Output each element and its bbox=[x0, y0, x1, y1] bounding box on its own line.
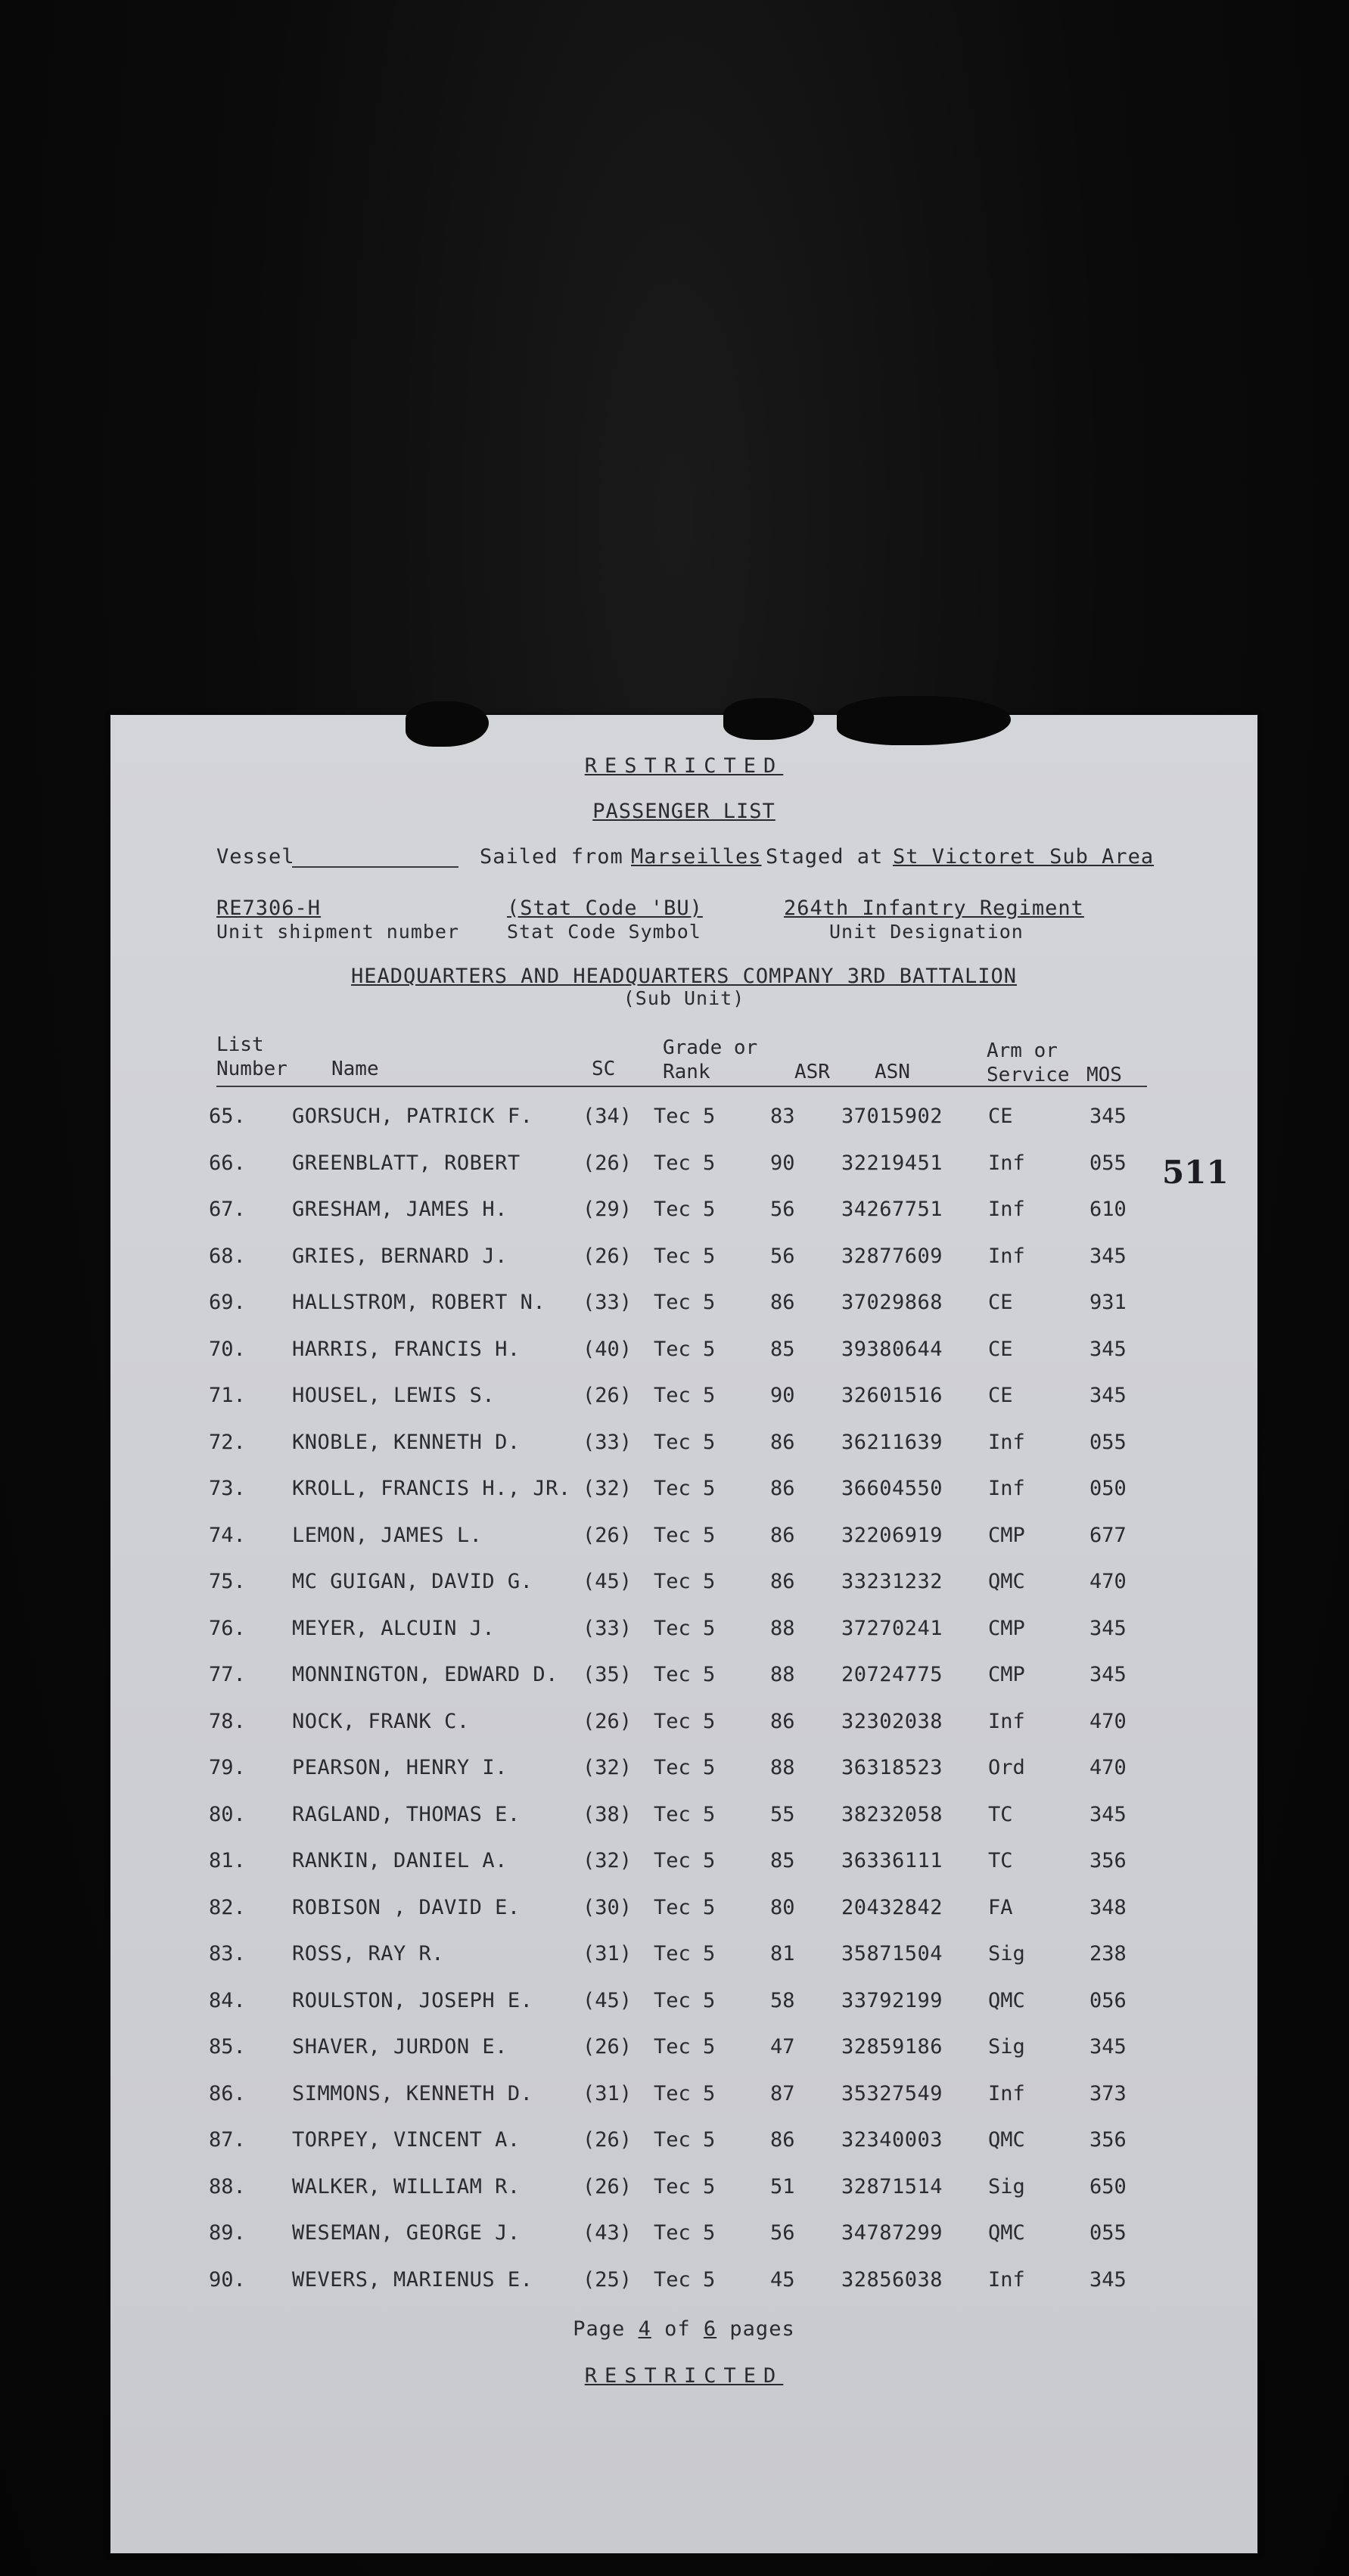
list-number: 73. bbox=[209, 1477, 246, 1500]
grade-value: Tec 5 bbox=[654, 1523, 716, 1547]
col-list-number: List Number bbox=[216, 1033, 288, 1080]
sc-value: (32) bbox=[583, 1477, 633, 1500]
asn-value: 32302038 bbox=[841, 1709, 943, 1733]
list-number: 75. bbox=[209, 1570, 246, 1593]
mos-value: 050 bbox=[1089, 1477, 1127, 1500]
sc-value: (30) bbox=[583, 1895, 633, 1919]
asn-value: 37270241 bbox=[841, 1616, 943, 1640]
asr-value: 85 bbox=[770, 1849, 795, 1872]
list-number: 82. bbox=[209, 1895, 246, 1919]
list-number: 70. bbox=[209, 1337, 246, 1361]
arm-service-value: Inf bbox=[988, 2081, 1025, 2105]
arm-service-value: QMC bbox=[988, 2221, 1025, 2245]
arm-service-value: FA bbox=[988, 1895, 1013, 1919]
list-number: 89. bbox=[209, 2221, 246, 2245]
grade-value: Tec 5 bbox=[654, 1570, 716, 1593]
table-row bbox=[110, 2035, 1257, 2082]
col-sc: SC bbox=[592, 1058, 616, 1080]
sc-value: (43) bbox=[583, 2221, 633, 2245]
mos-value: 348 bbox=[1089, 1895, 1127, 1919]
arm-service-value: CMP bbox=[988, 1616, 1025, 1640]
asn-value: 36604550 bbox=[841, 1477, 943, 1500]
unit-designation-value: 264th Infantry Regiment bbox=[784, 896, 1084, 920]
stat-code-label: Stat Code Symbol bbox=[507, 921, 701, 943]
grade-value: Tec 5 bbox=[654, 1756, 716, 1779]
arm-service-value: Inf bbox=[988, 1430, 1025, 1454]
table-row bbox=[110, 1663, 1257, 1710]
arm-service-value: TC bbox=[988, 1802, 1013, 1826]
table-row bbox=[110, 2221, 1257, 2268]
col-asr: ASR bbox=[794, 1061, 830, 1083]
asr-value: 86 bbox=[770, 1477, 795, 1500]
list-number: 72. bbox=[209, 1430, 246, 1454]
passenger-name: ROSS, RAY R. bbox=[292, 1942, 445, 1965]
passenger-name: ROULSTON, JOSEPH E. bbox=[292, 1988, 533, 2012]
asr-value: 55 bbox=[770, 1802, 795, 1826]
grade-value: Tec 5 bbox=[654, 2081, 716, 2105]
mos-value: 345 bbox=[1089, 2267, 1127, 2292]
asn-value: 34267751 bbox=[841, 1198, 943, 1221]
asr-value: 88 bbox=[770, 1663, 795, 1686]
list-number: 80. bbox=[209, 1802, 246, 1826]
sc-value: (33) bbox=[583, 1430, 633, 1454]
asr-value: 85 bbox=[770, 1337, 795, 1361]
table-row bbox=[110, 1477, 1257, 1524]
table-row bbox=[110, 2128, 1257, 2175]
sub-unit-label: (Sub Unit) bbox=[623, 987, 745, 1009]
grade-value: Tec 5 bbox=[654, 1988, 716, 2012]
mos-value: 931 bbox=[1089, 1291, 1127, 1314]
list-number: 90. bbox=[209, 2267, 246, 2292]
asn-value: 32340003 bbox=[841, 2128, 943, 2152]
asn-value: 36211639 bbox=[841, 1430, 943, 1454]
table-row bbox=[110, 1151, 1257, 1198]
mos-value: 470 bbox=[1089, 1709, 1127, 1733]
passenger-list-page bbox=[110, 715, 1257, 2553]
table-row bbox=[110, 1198, 1257, 1244]
passenger-name: RANKIN, DANIEL A. bbox=[292, 1849, 508, 1872]
mos-value: 055 bbox=[1089, 1151, 1127, 1175]
asr-value: 51 bbox=[770, 2174, 795, 2198]
asn-value: 35871504 bbox=[841, 1942, 943, 1965]
asr-value: 47 bbox=[770, 2035, 795, 2059]
asn-value: 38232058 bbox=[841, 1802, 943, 1826]
asr-value: 86 bbox=[770, 1570, 795, 1593]
table-row bbox=[110, 1849, 1257, 1896]
passenger-name: MONNINGTON, EDWARD D. bbox=[292, 1663, 558, 1686]
document-title: PASSENGER LIST bbox=[592, 800, 776, 823]
table-row bbox=[110, 1570, 1257, 1617]
table-row bbox=[110, 1989, 1257, 2036]
sailed-from-value: Marseilles bbox=[631, 845, 762, 869]
asr-value: 90 bbox=[770, 1151, 795, 1175]
mos-value: 470 bbox=[1089, 1570, 1127, 1593]
col-mos: MOS bbox=[1086, 1064, 1122, 1086]
grade-value: Tec 5 bbox=[654, 1337, 716, 1361]
grade-value: Tec 5 bbox=[654, 2128, 716, 2152]
list-number: 84. bbox=[209, 1988, 246, 2012]
passenger-name: KNOBLE, KENNETH D. bbox=[292, 1430, 521, 1454]
passenger-name: SHAVER, JURDON E. bbox=[292, 2035, 508, 2059]
passenger-name: GREENBLATT, ROBERT bbox=[292, 1151, 521, 1175]
passenger-name: KROLL, FRANCIS H., JR. bbox=[292, 1477, 571, 1500]
asr-value: 86 bbox=[770, 2128, 795, 2152]
grade-value: Tec 5 bbox=[654, 2035, 716, 2059]
asn-value: 37015902 bbox=[841, 1105, 943, 1128]
sc-value: (29) bbox=[583, 1198, 633, 1221]
grade-value: Tec 5 bbox=[654, 1198, 716, 1221]
asr-value: 90 bbox=[770, 1384, 795, 1407]
torn-edge bbox=[406, 701, 489, 747]
list-number: 85. bbox=[209, 2035, 246, 2059]
grade-value: Tec 5 bbox=[654, 1384, 716, 1407]
mos-value: 055 bbox=[1089, 1430, 1127, 1454]
asn-value: 32871514 bbox=[841, 2174, 943, 2198]
grade-value: Tec 5 bbox=[654, 1477, 716, 1500]
mos-value: 238 bbox=[1089, 1942, 1127, 1965]
passenger-name: SIMMONS, KENNETH D. bbox=[292, 2081, 533, 2105]
mos-value: 055 bbox=[1089, 2221, 1127, 2245]
unit-designation-label: Unit Designation bbox=[829, 921, 1024, 943]
mos-value: 677 bbox=[1089, 1523, 1127, 1547]
sc-value: (26) bbox=[583, 1244, 633, 1268]
vessel-label: Vessel bbox=[216, 845, 295, 869]
asr-value: 56 bbox=[770, 2221, 795, 2245]
asn-value: 32877609 bbox=[841, 1244, 943, 1268]
asn-value: 36336111 bbox=[841, 1849, 943, 1872]
mos-value: 345 bbox=[1089, 1616, 1127, 1640]
list-number: 88. bbox=[209, 2174, 246, 2198]
asr-value: 58 bbox=[770, 1988, 795, 2012]
asr-value: 81 bbox=[770, 1942, 795, 1965]
asr-value: 87 bbox=[770, 2081, 795, 2105]
header-rule bbox=[216, 1086, 1147, 1087]
table-row bbox=[110, 2268, 1257, 2315]
sub-unit-value: HEADQUARTERS AND HEADQUARTERS COMPANY 3RD BATTALION bbox=[350, 965, 1018, 988]
grade-value: Tec 5 bbox=[654, 2267, 716, 2292]
arm-service-value: Sig bbox=[988, 2035, 1025, 2059]
grade-value: Tec 5 bbox=[654, 2221, 716, 2245]
passenger-name: WESEMAN, GEORGE J. bbox=[292, 2221, 521, 2245]
mos-value: 470 bbox=[1089, 1756, 1127, 1779]
mos-value: 650 bbox=[1089, 2174, 1127, 2198]
list-number: 77. bbox=[209, 1663, 246, 1686]
vessel-field bbox=[292, 866, 458, 868]
grade-value: Tec 5 bbox=[654, 1105, 716, 1128]
mos-value: 345 bbox=[1089, 1802, 1127, 1826]
asn-value: 20724775 bbox=[841, 1663, 943, 1686]
passenger-name: MEYER, ALCUIN J. bbox=[292, 1616, 496, 1640]
list-number: 87. bbox=[209, 2128, 246, 2152]
passenger-name: RAGLAND, THOMAS E. bbox=[292, 1802, 521, 1826]
asn-value: 32601516 bbox=[841, 1384, 943, 1407]
table-row bbox=[110, 1524, 1257, 1571]
grade-value: Tec 5 bbox=[654, 1430, 716, 1454]
arm-service-value: CE bbox=[988, 1337, 1013, 1361]
mos-value: 610 bbox=[1089, 1198, 1127, 1221]
staged-at-value: St Victoret Sub Area bbox=[893, 845, 1155, 869]
sc-value: (26) bbox=[583, 2128, 633, 2152]
grade-value: Tec 5 bbox=[654, 1942, 716, 1965]
grade-value: Tec 5 bbox=[654, 1616, 716, 1640]
staged-at-label: Staged at bbox=[766, 845, 884, 869]
sc-value: (35) bbox=[583, 1663, 633, 1686]
table-row bbox=[110, 1803, 1257, 1850]
arm-service-value: QMC bbox=[988, 1988, 1025, 2012]
asr-value: 45 bbox=[770, 2267, 795, 2292]
asn-value: 32219451 bbox=[841, 1151, 943, 1175]
mos-value: 345 bbox=[1089, 2035, 1127, 2059]
table-row bbox=[110, 1338, 1257, 1384]
classification-top: RESTRICTED bbox=[584, 754, 784, 778]
arm-service-value: Inf bbox=[988, 2267, 1025, 2292]
table-row bbox=[110, 1896, 1257, 1943]
grade-value: Tec 5 bbox=[654, 1291, 716, 1314]
list-number: 69. bbox=[209, 1291, 246, 1314]
table-row bbox=[110, 1291, 1257, 1338]
arm-service-value: QMC bbox=[988, 2128, 1025, 2152]
arm-service-value: QMC bbox=[988, 1570, 1025, 1593]
list-number: 81. bbox=[209, 1849, 246, 1872]
mos-value: 345 bbox=[1089, 1337, 1127, 1361]
grade-value: Tec 5 bbox=[654, 1709, 716, 1733]
arm-service-value: Inf bbox=[988, 1151, 1025, 1175]
sc-value: (32) bbox=[583, 1756, 633, 1779]
sc-value: (33) bbox=[583, 1616, 633, 1640]
asr-value: 88 bbox=[770, 1616, 795, 1640]
arm-service-value: CMP bbox=[988, 1663, 1025, 1686]
mos-value: 345 bbox=[1089, 1244, 1127, 1268]
asn-value: 32206919 bbox=[841, 1523, 943, 1547]
list-number: 83. bbox=[209, 1942, 246, 1965]
passenger-name: ROBISON , DAVID E. bbox=[292, 1895, 521, 1919]
passenger-name: WEVERS, MARIENUS E. bbox=[292, 2267, 533, 2292]
list-number: 74. bbox=[209, 1523, 246, 1547]
list-number: 78. bbox=[209, 1709, 246, 1733]
arm-service-value: CE bbox=[988, 1291, 1013, 1314]
sc-value: (32) bbox=[583, 1849, 633, 1872]
grade-value: Tec 5 bbox=[654, 1244, 716, 1268]
sc-value: (33) bbox=[583, 1291, 633, 1314]
sc-value: (26) bbox=[583, 2174, 633, 2198]
sc-value: (26) bbox=[583, 1709, 633, 1733]
arm-service-value: Inf bbox=[988, 1477, 1025, 1500]
grade-value: Tec 5 bbox=[654, 2174, 716, 2198]
arm-service-value: Inf bbox=[988, 1198, 1025, 1221]
asn-value: 36318523 bbox=[841, 1756, 943, 1779]
col-name: Name bbox=[331, 1058, 379, 1080]
grade-value: Tec 5 bbox=[654, 1802, 716, 1826]
asr-value: 56 bbox=[770, 1244, 795, 1268]
passenger-name: TORPEY, VINCENT A. bbox=[292, 2128, 521, 2152]
table-row bbox=[110, 1942, 1257, 1989]
grade-value: Tec 5 bbox=[654, 1849, 716, 1872]
arm-service-value: TC bbox=[988, 1849, 1013, 1872]
arm-service-value: Inf bbox=[988, 1709, 1025, 1733]
mos-value: 356 bbox=[1089, 2128, 1127, 2152]
torn-edge bbox=[723, 698, 814, 740]
arm-service-value: CMP bbox=[988, 1523, 1025, 1547]
passenger-name: GORSUCH, PATRICK F. bbox=[292, 1105, 533, 1128]
list-number: 71. bbox=[209, 1384, 246, 1407]
page-indicator: Page 4 of 6 pages bbox=[573, 2317, 795, 2341]
grade-value: Tec 5 bbox=[654, 1663, 716, 1686]
col-arm-service: Arm or Service bbox=[987, 1039, 1070, 1086]
sailed-from-label: Sailed from bbox=[480, 845, 623, 869]
asr-value: 80 bbox=[770, 1895, 795, 1919]
table-row bbox=[110, 1105, 1257, 1151]
sc-value: (31) bbox=[583, 1942, 633, 1965]
sc-value: (25) bbox=[583, 2267, 633, 2292]
sc-value: (45) bbox=[583, 1570, 633, 1593]
asn-value: 32856038 bbox=[841, 2267, 943, 2292]
sc-value: (45) bbox=[583, 1988, 633, 2012]
asn-value: 35327549 bbox=[841, 2081, 943, 2105]
asn-value: 33792199 bbox=[841, 1988, 943, 2012]
sc-value: (38) bbox=[583, 1802, 633, 1826]
unit-shipment-value: RE7306-H bbox=[216, 896, 322, 920]
asr-value: 56 bbox=[770, 1198, 795, 1221]
arm-service-value: Sig bbox=[988, 1942, 1025, 1965]
torn-edge bbox=[837, 696, 1011, 745]
table-row bbox=[110, 1384, 1257, 1431]
passenger-name: GRIES, BERNARD J. bbox=[292, 1244, 508, 1268]
table-row bbox=[110, 1617, 1257, 1664]
mos-value: 345 bbox=[1089, 1384, 1127, 1407]
grade-value: Tec 5 bbox=[654, 1895, 716, 1919]
classification-bottom: RESTRICTED bbox=[584, 2364, 784, 2388]
mos-value: 373 bbox=[1089, 2081, 1127, 2105]
passenger-name: LEMON, JAMES L. bbox=[292, 1523, 483, 1547]
stamped-number: 511 bbox=[1162, 1154, 1229, 1191]
unit-shipment-label: Unit shipment number bbox=[216, 921, 460, 943]
col-asn: ASN bbox=[875, 1061, 910, 1083]
stat-code-value: (Stat Code 'BU) bbox=[507, 896, 703, 920]
passenger-name: NOCK, FRANK C. bbox=[292, 1709, 470, 1733]
passenger-name: WALKER, WILLIAM R. bbox=[292, 2174, 521, 2198]
sc-value: (40) bbox=[583, 1337, 633, 1361]
table-row bbox=[110, 1244, 1257, 1291]
passenger-name: GRESHAM, JAMES H. bbox=[292, 1198, 508, 1221]
list-number: 79. bbox=[209, 1756, 246, 1779]
passenger-name: HALLSTROM, ROBERT N. bbox=[292, 1291, 546, 1314]
passenger-name: HOUSEL, LEWIS S. bbox=[292, 1384, 496, 1407]
table-row bbox=[110, 2175, 1257, 2222]
table-row bbox=[110, 1756, 1257, 1803]
list-number: 67. bbox=[209, 1198, 246, 1221]
passenger-name: MC GUIGAN, DAVID G. bbox=[292, 1570, 533, 1593]
asr-value: 86 bbox=[770, 1709, 795, 1733]
asr-value: 86 bbox=[770, 1523, 795, 1547]
asr-value: 83 bbox=[770, 1105, 795, 1128]
passenger-name: PEARSON, HENRY I. bbox=[292, 1756, 508, 1779]
table-row bbox=[110, 2082, 1257, 2129]
col-grade: Grade or Rank bbox=[663, 1036, 758, 1083]
sc-value: (34) bbox=[583, 1105, 633, 1128]
asn-value: 20432842 bbox=[841, 1895, 943, 1919]
sc-value: (26) bbox=[583, 1384, 633, 1407]
asr-value: 86 bbox=[770, 1291, 795, 1314]
list-number: 76. bbox=[209, 1616, 246, 1640]
asn-value: 32859186 bbox=[841, 2035, 943, 2059]
arm-service-value: CE bbox=[988, 1105, 1013, 1128]
mos-value: 056 bbox=[1089, 1988, 1127, 2012]
asr-value: 86 bbox=[770, 1430, 795, 1454]
list-number: 66. bbox=[209, 1151, 246, 1175]
asn-value: 34787299 bbox=[841, 2221, 943, 2245]
asn-value: 39380644 bbox=[841, 1337, 943, 1361]
mos-value: 345 bbox=[1089, 1663, 1127, 1686]
sc-value: (26) bbox=[583, 1151, 633, 1175]
arm-service-value: Sig bbox=[988, 2174, 1025, 2198]
list-number: 68. bbox=[209, 1244, 246, 1268]
list-number: 86. bbox=[209, 2081, 246, 2105]
table-row bbox=[110, 1431, 1257, 1478]
sc-value: (26) bbox=[583, 1523, 633, 1547]
mos-value: 356 bbox=[1089, 1849, 1127, 1872]
asr-value: 88 bbox=[770, 1756, 795, 1779]
list-number: 65. bbox=[209, 1105, 246, 1128]
table-row bbox=[110, 1710, 1257, 1757]
passenger-name: HARRIS, FRANCIS H. bbox=[292, 1337, 521, 1361]
mos-value: 345 bbox=[1089, 1105, 1127, 1128]
arm-service-value: CE bbox=[988, 1384, 1013, 1407]
asn-value: 33231232 bbox=[841, 1570, 943, 1593]
grade-value: Tec 5 bbox=[654, 1151, 716, 1175]
arm-service-value: Ord bbox=[988, 1756, 1025, 1779]
sc-value: (31) bbox=[583, 2081, 633, 2105]
asn-value: 37029868 bbox=[841, 1291, 943, 1314]
arm-service-value: Inf bbox=[988, 1244, 1025, 1268]
sc-value: (26) bbox=[583, 2035, 633, 2059]
